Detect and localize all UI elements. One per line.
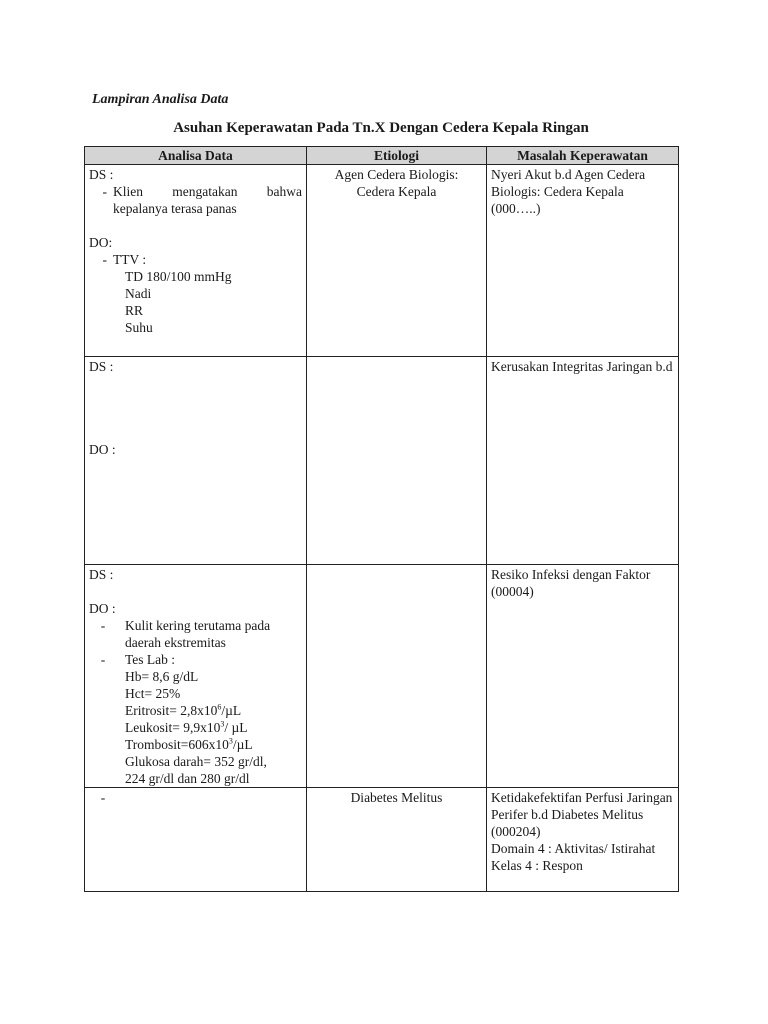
do-list-item bbox=[89, 251, 302, 268]
ds-list-item bbox=[89, 183, 302, 217]
lab-hb: Hb= 8,6 g/dL bbox=[125, 669, 199, 684]
ds-label: DS : bbox=[89, 359, 114, 374]
masalah-line: Domain 4 : Aktivitas/ Istirahat bbox=[491, 841, 656, 856]
do-item-text: Kulit kering terutama pada daerah ekstremitas bbox=[125, 618, 271, 650]
do-list-item bbox=[89, 617, 302, 651]
etiologi-cell: Diabetes Melitus bbox=[307, 788, 487, 892]
vital-rr: RR bbox=[125, 303, 144, 318]
do-list-item bbox=[89, 651, 302, 668]
lab-glukosa: Glukosa darah= 352 gr/dl, bbox=[125, 754, 267, 769]
list-item bbox=[89, 789, 302, 806]
tes-lab-label: Tes Lab : bbox=[125, 652, 176, 667]
analisa-cell bbox=[85, 357, 307, 565]
vital-nadi: Nadi bbox=[125, 286, 152, 301]
analisa-cell bbox=[85, 565, 307, 788]
ds-label: DS : bbox=[89, 167, 114, 182]
table-row bbox=[85, 165, 679, 357]
vital-suhu: Suhu bbox=[125, 320, 153, 335]
do-label: DO : bbox=[89, 601, 116, 616]
document-label: Lampiran Analisa Data bbox=[92, 92, 229, 107]
table-row bbox=[85, 357, 679, 565]
analisa-cell bbox=[85, 165, 307, 357]
masalah-line: Kelas 4 : Respon bbox=[491, 858, 583, 873]
lab-leukosit: Leukosit= $9,9x10^3/$ µL bbox=[125, 719, 248, 735]
lab-glukosa: 224 gr/dl dan 280 gr/dl bbox=[125, 771, 250, 786]
masalah-cell: Nyeri Akut b.d Agen Cedera Biologis: Cedera Kepala (000…..) bbox=[487, 165, 679, 357]
lab-eritrosit: Eritrosit= $2,8x10^6/\mu L$ bbox=[125, 702, 242, 718]
etiologi-cell bbox=[307, 565, 487, 788]
do-label: DO: bbox=[89, 235, 113, 250]
masalah-cell bbox=[487, 788, 679, 892]
document-title: Asuhan Keperawatan Pada Tn.X Dengan Cedera Kepala Ringan bbox=[173, 120, 589, 136]
header-analisa-data: Analisa Data bbox=[85, 147, 307, 165]
table-row bbox=[85, 565, 679, 788]
vital-td: TD 180/100 mmHg bbox=[125, 269, 232, 284]
table-header-row bbox=[85, 147, 679, 165]
do-label: DO : bbox=[89, 442, 116, 457]
bullet-dash: - bbox=[102, 184, 107, 199]
masalah-cell: Resiko Infeksi dengan Faktor (00004) bbox=[487, 565, 679, 788]
analisa-cell bbox=[85, 788, 307, 892]
etiologi-line: Cedera Kepala bbox=[356, 184, 437, 199]
lab-trombosit: $Trombosit=606x10^3/\mu L$ bbox=[125, 736, 253, 752]
lab-hct: Hct= 25% bbox=[125, 686, 181, 701]
bullet-dash: - bbox=[100, 790, 106, 805]
ttv-label: TTV : bbox=[113, 252, 147, 267]
etiologi-cell bbox=[307, 165, 487, 357]
etiologi-line: Agen Cedera Biologis: bbox=[334, 167, 459, 182]
header-masalah-keperawatan: Masalah Keperawatan bbox=[487, 147, 679, 165]
bullet-dash: - bbox=[102, 252, 107, 267]
table-row bbox=[85, 788, 679, 892]
ds-label: DS : bbox=[89, 567, 114, 582]
analisa-data-table bbox=[84, 146, 679, 892]
masalah-line: Ketidakefektifan Perfusi Jaringan Perifer b.d Diabetes Melitus (000204) bbox=[491, 790, 673, 839]
bullet-dash: - bbox=[100, 618, 106, 633]
bullet-dash: - bbox=[100, 652, 106, 667]
ds-item-text: Klien mengatakan bahwa kepalanya terasa panas bbox=[113, 184, 302, 216]
masalah-cell: Kerusakan Integritas Jaringan b.d bbox=[487, 357, 679, 565]
header-etiologi: Etiologi bbox=[307, 147, 487, 165]
etiologi-cell bbox=[307, 357, 487, 565]
